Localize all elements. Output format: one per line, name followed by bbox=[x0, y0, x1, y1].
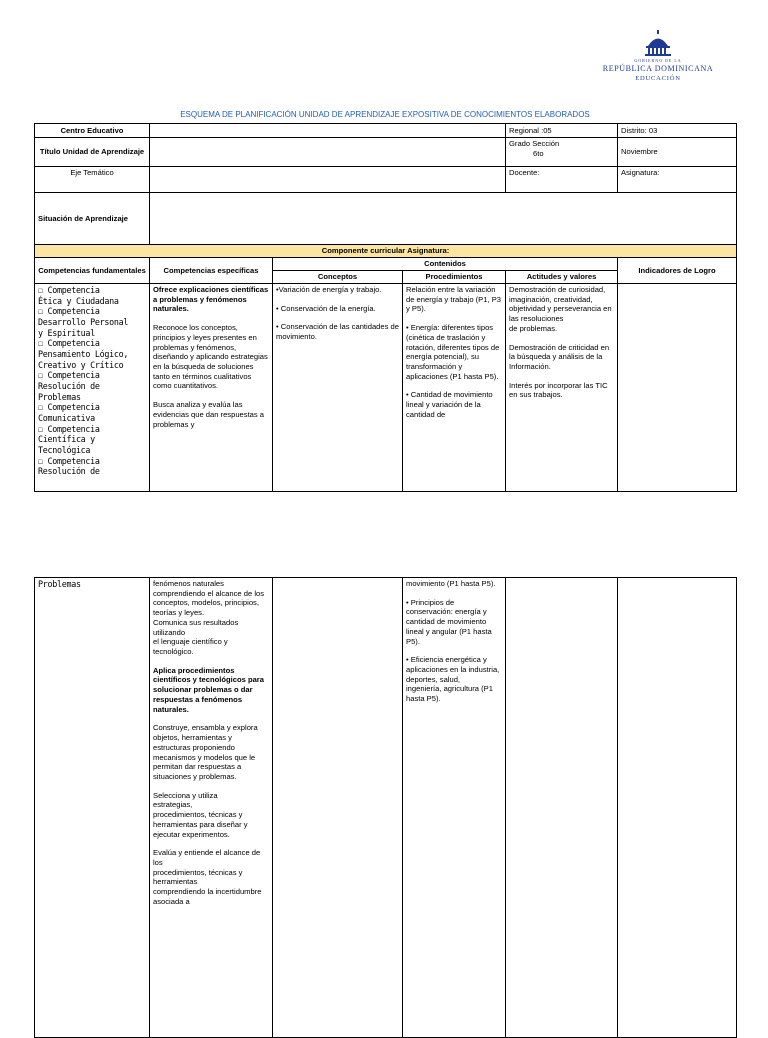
procedimientos-cell bbox=[403, 284, 506, 492]
page-title: ESQUEMA DE PLANIFICACIÓN UNIDAD DE APRENDIZAJE EXPOSITIVA DE CONOCIMIENTOS ELABORADOS bbox=[180, 110, 590, 119]
logo-sub: EDUCACIÓN bbox=[635, 75, 681, 82]
conceptos-cell bbox=[273, 284, 403, 492]
indicadores-cell bbox=[618, 284, 737, 492]
logo-top-text: GOBIERNO DE LA bbox=[634, 58, 682, 63]
mes: Noviembre bbox=[618, 138, 737, 167]
logo bbox=[598, 30, 718, 82]
procedimiento-cont-3: • Eficiencia energética y aplicaciones en la industria, deportes, salud, ingeniería, agricultura (P1 hasta P5). bbox=[406, 655, 500, 704]
especificas-p2: Busca analiza y evalúa las evidencias que dan respuestas a problemas y bbox=[153, 400, 265, 429]
especificas-cont-3: Selecciona y utiliza estrategias, procedimientos, técnicas y herramientas para diseñar y ejecutar experimentos. bbox=[153, 790, 248, 839]
titulo-label: Título Unidad de Aprendizaje bbox=[35, 138, 150, 167]
procedimiento-1: Relación entre la variación de energía y trabajo (P1, P3 y P5). bbox=[406, 285, 501, 314]
grado-value: 6to bbox=[533, 148, 544, 158]
eje-label: Eje Temático bbox=[35, 167, 150, 193]
col-competencias-especificas: Competencias específicas bbox=[150, 258, 273, 284]
competencias-fundamentales-list: ☐ Competencia Ética y Ciudadana ☐ Competencia Desarrollo Personal y Espiritual ☐ Competencia Pensamiento Lógico, Creativo y Crítico ☐ Competencia Resolución de Problemas ☐ Competencia Comunicativa ☐ Competencia Científica y Tecnológica ☐ Competencia Resolución de bbox=[35, 284, 150, 492]
concepto-1: •Variación de energía y trabajo. bbox=[276, 285, 382, 294]
especificas-cont-1: fenómenos naturales comprendiendo el alcance de los conceptos, modelos, principios, teorías y leyes. Comunica sus resultados utilizando el lenguaje científico y tecnológico. bbox=[153, 579, 265, 657]
actitud-2: Demostración de criticidad en la búsqueda y análisis de la Información. bbox=[509, 342, 610, 372]
especificas-cont-4: Evalúa y entiende el alcance de los procedimientos, técnicas y herramientas comprendiendo la incertidumbre asociada a bbox=[153, 848, 262, 906]
competencias-fundamentales-cont: Problemas bbox=[35, 578, 150, 1038]
competencias-especificas-cell bbox=[150, 284, 273, 492]
grado-label: Grado Sección bbox=[509, 139, 560, 148]
planning-table-page1 bbox=[34, 123, 737, 492]
docente: Docente: bbox=[506, 167, 618, 193]
especificas-p1: Reconoce los conceptos, principios y leyes presentes en problemas y fenómenos, diseñando y aplicando estrategias en la búsqueda de soluciones tanto en términos cualitativos como cuantitativos. bbox=[153, 323, 268, 391]
col-contenidos: Contenidos bbox=[273, 258, 618, 271]
componente-curricular: Componente curricular Asignatura: bbox=[35, 245, 737, 258]
procedimiento-cont-2: • Principios de conservación: energía y cantidad de movimiento lineal y angular (P1 hasta P5). bbox=[406, 597, 492, 646]
regional: Regional :05 bbox=[506, 124, 618, 138]
planning-table-page2 bbox=[34, 577, 737, 1038]
procedimientos-cont bbox=[403, 578, 506, 1038]
especificas-heading: Ofrece explicaciones científicas a problemas y fenómenos naturales. bbox=[153, 285, 269, 314]
actitudes-cell bbox=[506, 284, 618, 492]
especificas-cont-2: Construye, ensambla y explora objetos, herramientas y estructuras proponiendo mecanismos y modelos que le permitan dar respuestas a situaciones y problemas. bbox=[153, 723, 258, 781]
logo-name: REPÚBLICA DOMINICANA bbox=[602, 64, 714, 73]
actitud-1: Demostración de curiosidad, imaginación, creatividad, objetividad y perseverancia en las resoluciones de problemas. bbox=[509, 285, 612, 333]
grado-cell bbox=[506, 138, 618, 167]
dome-icon bbox=[643, 30, 673, 56]
titulo-value bbox=[150, 138, 506, 167]
actitudes-cont bbox=[506, 578, 618, 1038]
competencias-especificas-cont bbox=[150, 578, 273, 1038]
procedimiento-2: • Energía: diferentes tipos (cinética de traslación y rotación, diferentes tipos de energía potencial), su transformación y aplicaciones (P1 hasta P5). bbox=[406, 323, 500, 381]
col-conceptos: Conceptos bbox=[273, 271, 403, 284]
especificas-heading-2: Aplica procedimientos científicos y tecnológicos para solucionar problemas o dar respuestas a fenómenos naturales. bbox=[153, 665, 264, 714]
col-procedimientos: Procedimientos bbox=[403, 271, 506, 284]
procedimiento-3: • Cantidad de movimiento lineal y variación de la cantidad de bbox=[406, 390, 493, 419]
indicadores-cont bbox=[618, 578, 737, 1038]
centro-label: Centro Educativo bbox=[35, 124, 150, 138]
distrito: Distrito: 03 bbox=[618, 124, 737, 138]
eje-value bbox=[150, 167, 506, 193]
concepto-2: • Conservación de la energía. bbox=[276, 303, 376, 313]
col-competencias-fundamentales: Competencias fundamentales bbox=[35, 258, 150, 284]
situacion-value bbox=[150, 193, 737, 245]
centro-value bbox=[150, 124, 506, 138]
situacion-label: Situación de Aprendizaje bbox=[35, 193, 150, 245]
concepto-3: • Conservación de las cantidades de movimiento. bbox=[276, 322, 399, 342]
conceptos-cont bbox=[273, 578, 403, 1038]
procedimiento-cont-1: movimiento (P1 hasta P5). bbox=[406, 579, 496, 588]
col-indicadores: Indicadores de Logro bbox=[618, 258, 737, 284]
col-actitudes: Actitudes y valores bbox=[506, 271, 618, 284]
actitud-3: Interés por incorporar las TIC en sus trabajos. bbox=[509, 380, 608, 400]
asignatura: Asignatura: bbox=[618, 167, 737, 193]
